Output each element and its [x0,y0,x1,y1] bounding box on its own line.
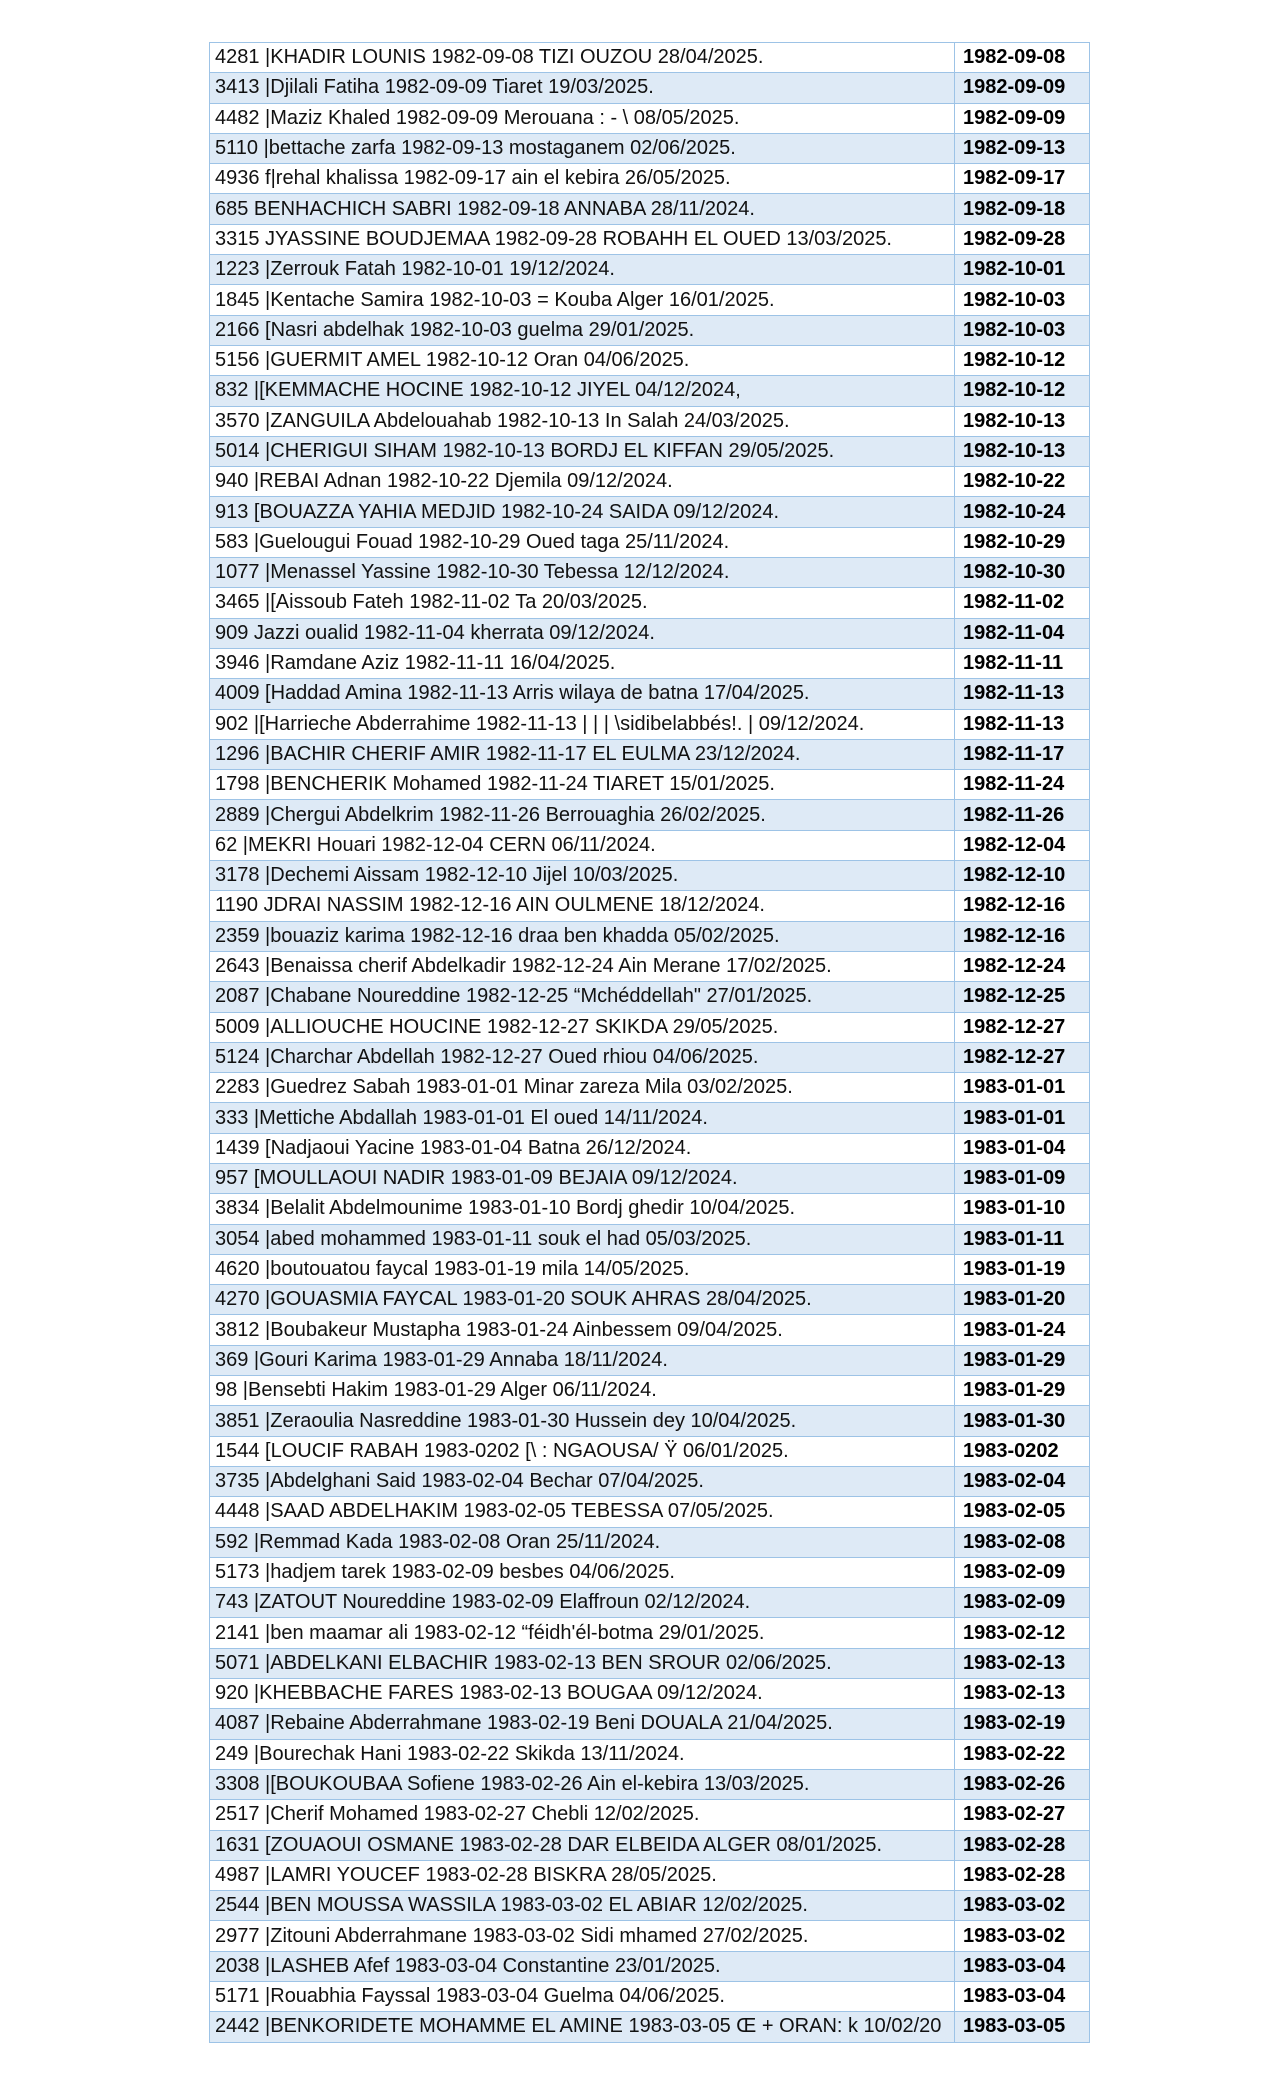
record-entry-cell: 3465 |[Aissoub Fateh 1982-11-02 Ta 20/03/2025. [210,588,955,618]
record-date-cell: 1983-02-05 [955,1497,1090,1527]
record-entry-cell: 1439 [Nadjaoui Yacine 1983-01-04 Batna 26/12/2024. [210,1133,955,1163]
record-date-cell: 1983-01-01 [955,1073,1090,1103]
table-row [210,588,1090,618]
record-date-cell: 1983-02-09 [955,1557,1090,1587]
table-row [210,830,1090,860]
record-date-cell: 1982-09-09 [955,103,1090,133]
record-entry-cell: 2889 |Chergui Abdelkrim 1982-11-26 Berrouaghia 26/02/2025. [210,800,955,830]
record-entry-cell: 1296 |BACHIR CHERIF AMIR 1982-11-17 EL EULMA 23/12/2024. [210,739,955,769]
record-entry-cell: 3735 |Abdelghani Said 1983-02-04 Bechar 07/04/2025. [210,1466,955,1496]
table-row [210,1891,1090,1921]
table-row [210,921,1090,951]
record-date-cell: 1983-02-22 [955,1739,1090,1769]
record-entry-cell: 5014 |CHERIGUI SIHAM 1982-10-13 BORDJ EL KIFFAN 29/05/2025. [210,436,955,466]
record-date-cell: 1983-01-29 [955,1376,1090,1406]
record-date-cell: 1983-03-02 [955,1921,1090,1951]
record-entry-cell: 743 |ZATOUT Noureddine 1983-02-09 Elaffroun 02/12/2024. [210,1588,955,1618]
record-entry-cell: 4087 |Rebaine Abderrahmane 1983-02-19 Beni DOUALA 21/04/2025. [210,1709,955,1739]
record-date-cell: 1982-09-13 [955,133,1090,163]
table-row [210,1557,1090,1587]
table-row [210,1436,1090,1466]
table-row [210,1042,1090,1072]
record-date-cell: 1983-02-13 [955,1648,1090,1678]
table-row [210,527,1090,557]
record-date-cell: 1982-09-28 [955,224,1090,254]
record-date-cell: 1983-02-19 [955,1709,1090,1739]
table-row [210,224,1090,254]
table-row [210,194,1090,224]
table-row [210,1618,1090,1648]
record-entry-cell: 4482 |Maziz Khaled 1982-09-09 Merouana : - \ 08/05/2025. [210,103,955,133]
record-entry-cell: 4936 f|rehal khalissa 1982-09-17 ain el kebira 26/05/2025. [210,164,955,194]
record-date-cell: 1982-09-09 [955,73,1090,103]
table-row [210,103,1090,133]
table-row [210,1830,1090,1860]
table-row [210,467,1090,497]
record-entry-cell: 4281 |KHADIR LOUNIS 1982-09-08 TIZI OUZOU 28/04/2025. [210,43,955,73]
table-row [210,558,1090,588]
record-date-cell: 1983-01-30 [955,1406,1090,1436]
table-row [210,1254,1090,1284]
table-row [210,315,1090,345]
record-date-cell: 1983-01-10 [955,1194,1090,1224]
record-entry-cell: 1845 |Kentache Samira 1982-10-03 = Kouba Alger 16/01/2025. [210,285,955,315]
record-entry-cell: 583 |Guelougui Fouad 1982-10-29 Oued taga 25/11/2024. [210,527,955,557]
record-date-cell: 1982-09-18 [955,194,1090,224]
record-entry-cell: 5110 |bettache zarfa 1982-09-13 mostaganem 02/06/2025. [210,133,955,163]
record-date-cell: 1983-01-24 [955,1315,1090,1345]
record-entry-cell: 940 |REBAI Adnan 1982-10-22 Djemila 09/12/2024. [210,467,955,497]
table-row [210,255,1090,285]
table-row [210,497,1090,527]
table-row [210,1345,1090,1375]
record-date-cell: 1982-11-26 [955,800,1090,830]
record-entry-cell: 5173 |hadjem tarek 1983-02-09 besbes 04/06/2025. [210,1557,955,1587]
record-entry-cell: 2544 |BEN MOUSSA WASSILA 1983-03-02 EL ABIAR 12/02/2025. [210,1891,955,1921]
table-row [210,648,1090,678]
record-date-cell: 1983-01-04 [955,1133,1090,1163]
table-row [210,891,1090,921]
record-date-cell: 1982-11-13 [955,709,1090,739]
record-entry-cell: 62 |MEKRI Houari 1982-12-04 CERN 06/11/2024. [210,830,955,860]
record-entry-cell: 3812 |Boubakeur Mustapha 1983-01-24 Ainbessem 09/04/2025. [210,1315,955,1345]
record-entry-cell: 5124 |Charchar Abdellah 1982-12-27 Oued rhiou 04/06/2025. [210,1042,955,1072]
record-date-cell: 1982-11-04 [955,618,1090,648]
record-date-cell: 1982-12-16 [955,921,1090,951]
record-date-cell: 1983-02-09 [955,1588,1090,1618]
table-row [210,1073,1090,1103]
record-date-cell: 1982-10-12 [955,376,1090,406]
record-entry-cell: 3315 JYASSINE BOUDJEMAA 1982-09-28 ROBAHH EL OUED 13/03/2025. [210,224,955,254]
table-row [210,406,1090,436]
record-date-cell: 1982-10-12 [955,345,1090,375]
record-entry-cell: 909 Jazzi oualid 1982-11-04 kherrata 09/12/2024. [210,618,955,648]
record-date-cell: 1982-12-27 [955,1042,1090,1072]
table-row [210,1466,1090,1496]
record-entry-cell: 2643 |Benaissa cherif Abdelkadir 1982-12-24 Ain Merane 17/02/2025. [210,951,955,981]
record-date-cell: 1983-02-04 [955,1466,1090,1496]
record-date-cell: 1983-0202 [955,1436,1090,1466]
record-date-cell: 1983-02-27 [955,1800,1090,1830]
record-entry-cell: 2038 |LASHEB Afef 1983-03-04 Constantine 23/01/2025. [210,1951,955,1981]
table-row [210,164,1090,194]
table-row [210,133,1090,163]
table-row [210,1951,1090,1981]
table-row [210,1224,1090,1254]
table-row [210,43,1090,73]
record-date-cell: 1982-12-16 [955,891,1090,921]
record-date-cell: 1982-12-10 [955,861,1090,891]
record-date-cell: 1982-10-03 [955,285,1090,315]
table-row [210,679,1090,709]
record-entry-cell: 3946 |Ramdane Aziz 1982-11-11 16/04/2025. [210,648,955,678]
record-entry-cell: 3570 |ZANGUILA Abdelouahab 1982-10-13 In Salah 24/03/2025. [210,406,955,436]
record-entry-cell: 5071 |ABDELKANI ELBACHIR 1983-02-13 BEN SROUR 02/06/2025. [210,1648,955,1678]
record-entry-cell: 4009 [Haddad Amina 1982-11-13 Arris wilaya de batna 17/04/2025. [210,679,955,709]
table-row [210,709,1090,739]
record-entry-cell: 4620 |boutouatou faycal 1983-01-19 mila 14/05/2025. [210,1254,955,1284]
table-row [210,951,1090,981]
record-date-cell: 1983-02-28 [955,1830,1090,1860]
record-entry-cell: 913 [BOUAZZA YAHIA MEDJID 1982-10-24 SAIDA 09/12/2024. [210,497,955,527]
table-row [210,1315,1090,1345]
table-row [210,1406,1090,1436]
table-row [210,345,1090,375]
record-date-cell: 1982-09-08 [955,43,1090,73]
table-row [210,1133,1090,1163]
record-date-cell: 1982-12-04 [955,830,1090,860]
record-date-cell: 1983-02-12 [955,1618,1090,1648]
record-entry-cell: 3413 |Djilali Fatiha 1982-09-09 Tiaret 19/03/2025. [210,73,955,103]
record-date-cell: 1982-12-24 [955,951,1090,981]
record-entry-cell: 3308 |[BOUKOUBAA Sofiene 1983-02-26 Ain el-kebira 13/03/2025. [210,1769,955,1799]
table-row [210,1679,1090,1709]
table-row [210,1194,1090,1224]
table-row [210,770,1090,800]
record-date-cell: 1982-10-13 [955,436,1090,466]
table-row [210,1921,1090,1951]
record-entry-cell: 1190 JDRAI NASSIM 1982-12-16 AIN OULMENE 18/12/2024. [210,891,955,921]
record-entry-cell: 832 |[KEMMACHE HOCINE 1982-10-12 JIYEL 04/12/2024, [210,376,955,406]
record-entry-cell: 2359 |bouaziz karima 1982-12-16 draa ben khadda 05/02/2025. [210,921,955,951]
record-date-cell: 1982-12-25 [955,982,1090,1012]
record-entry-cell: 3834 |Belalit Abdelmounime 1983-01-10 Bordj ghedir 10/04/2025. [210,1194,955,1224]
table-row [210,1648,1090,1678]
table-row [210,1588,1090,1618]
table-row [210,376,1090,406]
record-date-cell: 1982-11-13 [955,679,1090,709]
table-row [210,1376,1090,1406]
table-row [210,1012,1090,1042]
record-entry-cell: 4987 |LAMRI YOUCEF 1983-02-28 BISKRA 28/05/2025. [210,1860,955,1890]
record-entry-cell: 2166 [Nasri abdelhak 1982-10-03 guelma 29/01/2025. [210,315,955,345]
table-row [210,618,1090,648]
table-row [210,1769,1090,1799]
record-entry-cell: 3178 |Dechemi Aissam 1982-12-10 Jijel 10/03/2025. [210,861,955,891]
record-date-cell: 1982-10-22 [955,467,1090,497]
record-entry-cell: 1544 [LOUCIF RABAH 1983-0202 [\ : NGAOUSA/ Ÿ 06/01/2025. [210,1436,955,1466]
record-date-cell: 1983-02-08 [955,1527,1090,1557]
record-entry-cell: 1798 |BENCHERIK Mohamed 1982-11-24 TIARET 15/01/2025. [210,770,955,800]
record-date-cell: 1982-10-13 [955,406,1090,436]
table-row [210,1860,1090,1890]
record-date-cell: 1983-01-09 [955,1163,1090,1193]
record-entry-cell: 2087 |Chabane Noureddine 1982-12-25 “Mchéddellah" 27/01/2025. [210,982,955,1012]
table-row [210,861,1090,891]
records-table-body [210,43,1090,2043]
record-entry-cell: 1223 |Zerrouk Fatah 1982-10-01 19/12/2024. [210,255,955,285]
record-date-cell: 1983-01-20 [955,1285,1090,1315]
record-entry-cell: 369 |Gouri Karima 1983-01-29 Annaba 18/11/2024. [210,1345,955,1375]
table-row [210,73,1090,103]
record-date-cell: 1983-03-05 [955,2012,1090,2042]
record-date-cell: 1983-03-04 [955,1982,1090,2012]
record-entry-cell: 4448 |SAAD ABDELHAKIM 1983-02-05 TEBESSA 07/05/2025. [210,1497,955,1527]
record-entry-cell: 2141 |ben maamar ali 1983-02-12 “féidh'él-botma 29/01/2025. [210,1618,955,1648]
record-date-cell: 1983-01-29 [955,1345,1090,1375]
table-row [210,285,1090,315]
record-date-cell: 1982-12-27 [955,1012,1090,1042]
record-entry-cell: 4270 |GOUASMIA FAYCAL 1983-01-20 SOUK AHRAS 28/04/2025. [210,1285,955,1315]
table-row [210,1739,1090,1769]
table-row [210,1103,1090,1133]
record-date-cell: 1982-10-29 [955,527,1090,557]
table-row [210,982,1090,1012]
record-date-cell: 1983-01-01 [955,1103,1090,1133]
record-date-cell: 1982-10-30 [955,558,1090,588]
record-date-cell: 1982-10-03 [955,315,1090,345]
record-date-cell: 1983-02-26 [955,1769,1090,1799]
table-row [210,739,1090,769]
table-row [210,436,1090,466]
record-date-cell: 1983-01-11 [955,1224,1090,1254]
record-date-cell: 1982-09-17 [955,164,1090,194]
table-row [210,1497,1090,1527]
record-entry-cell: 98 |Bensebti Hakim 1983-01-29 Alger 06/11/2024. [210,1376,955,1406]
record-date-cell: 1982-11-17 [955,739,1090,769]
record-entry-cell: 5009 |ALLIOUCHE HOUCINE 1982-12-27 SKIKDA 29/05/2025. [210,1012,955,1042]
table-row [210,1527,1090,1557]
table-row [210,800,1090,830]
record-date-cell: 1983-03-04 [955,1951,1090,1981]
record-entry-cell: 957 [MOULLAOUI NADIR 1983-01-09 BEJAIA 09/12/2024. [210,1163,955,1193]
record-entry-cell: 1631 [ZOUAOUI OSMANE 1983-02-28 DAR ELBEIDA ALGER 08/01/2025. [210,1830,955,1860]
table-row [210,1982,1090,2012]
record-entry-cell: 685 BENHACHICH SABRI 1982-09-18 ANNABA 28/11/2024. [210,194,955,224]
record-entry-cell: 2283 |Guedrez Sabah 1983-01-01 Minar zareza Mila 03/02/2025. [210,1073,955,1103]
record-entry-cell: 920 |KHEBBACHE FARES 1983-02-13 BOUGAA 09/12/2024. [210,1679,955,1709]
record-date-cell: 1983-02-13 [955,1679,1090,1709]
record-entry-cell: 592 |Remmad Kada 1983-02-08 Oran 25/11/2024. [210,1527,955,1557]
record-entry-cell: 2977 |Zitouni Abderrahmane 1983-03-02 Sidi mhamed 27/02/2025. [210,1921,955,1951]
record-date-cell: 1982-10-24 [955,497,1090,527]
record-date-cell: 1982-11-24 [955,770,1090,800]
record-date-cell: 1983-02-28 [955,1860,1090,1890]
record-date-cell: 1983-03-02 [955,1891,1090,1921]
records-table [209,42,1090,2043]
record-entry-cell: 3054 |abed mohammed 1983-01-11 souk el had 05/03/2025. [210,1224,955,1254]
record-date-cell: 1982-10-01 [955,255,1090,285]
record-entry-cell: 1077 |Menassel Yassine 1982-10-30 Tebessa 12/12/2024. [210,558,955,588]
table-row [210,1163,1090,1193]
record-entry-cell: 5156 |GUERMIT AMEL 1982-10-12 Oran 04/06/2025. [210,345,955,375]
record-entry-cell: 3851 |Zeraoulia Nasreddine 1983-01-30 Hussein dey 10/04/2025. [210,1406,955,1436]
record-entry-cell: 2517 |Cherif Mohamed 1983-02-27 Chebli 12/02/2025. [210,1800,955,1830]
record-date-cell: 1982-11-11 [955,648,1090,678]
record-entry-cell: 249 |Bourechak Hani 1983-02-22 Skikda 13/11/2024. [210,1739,955,1769]
table-row [210,1800,1090,1830]
record-entry-cell: 902 |[Harrieche Abderrahime 1982-11-13 | | | \sidibelabbés!. | 09/12/2024. [210,709,955,739]
record-date-cell: 1983-01-19 [955,1254,1090,1284]
record-entry-cell: 2442 |BENKORIDETE MOHAMME EL AMINE 1983-03-05 Œ + ORAN: k 10/02/20 [210,2012,955,2042]
table-row [210,2012,1090,2042]
record-entry-cell: 5171 |Rouabhia Fayssal 1983-03-04 Guelma 04/06/2025. [210,1982,955,2012]
record-entry-cell: 333 |Mettiche Abdallah 1983-01-01 El oued 14/11/2024. [210,1103,955,1133]
record-date-cell: 1982-11-02 [955,588,1090,618]
table-row [210,1285,1090,1315]
table-row [210,1709,1090,1739]
